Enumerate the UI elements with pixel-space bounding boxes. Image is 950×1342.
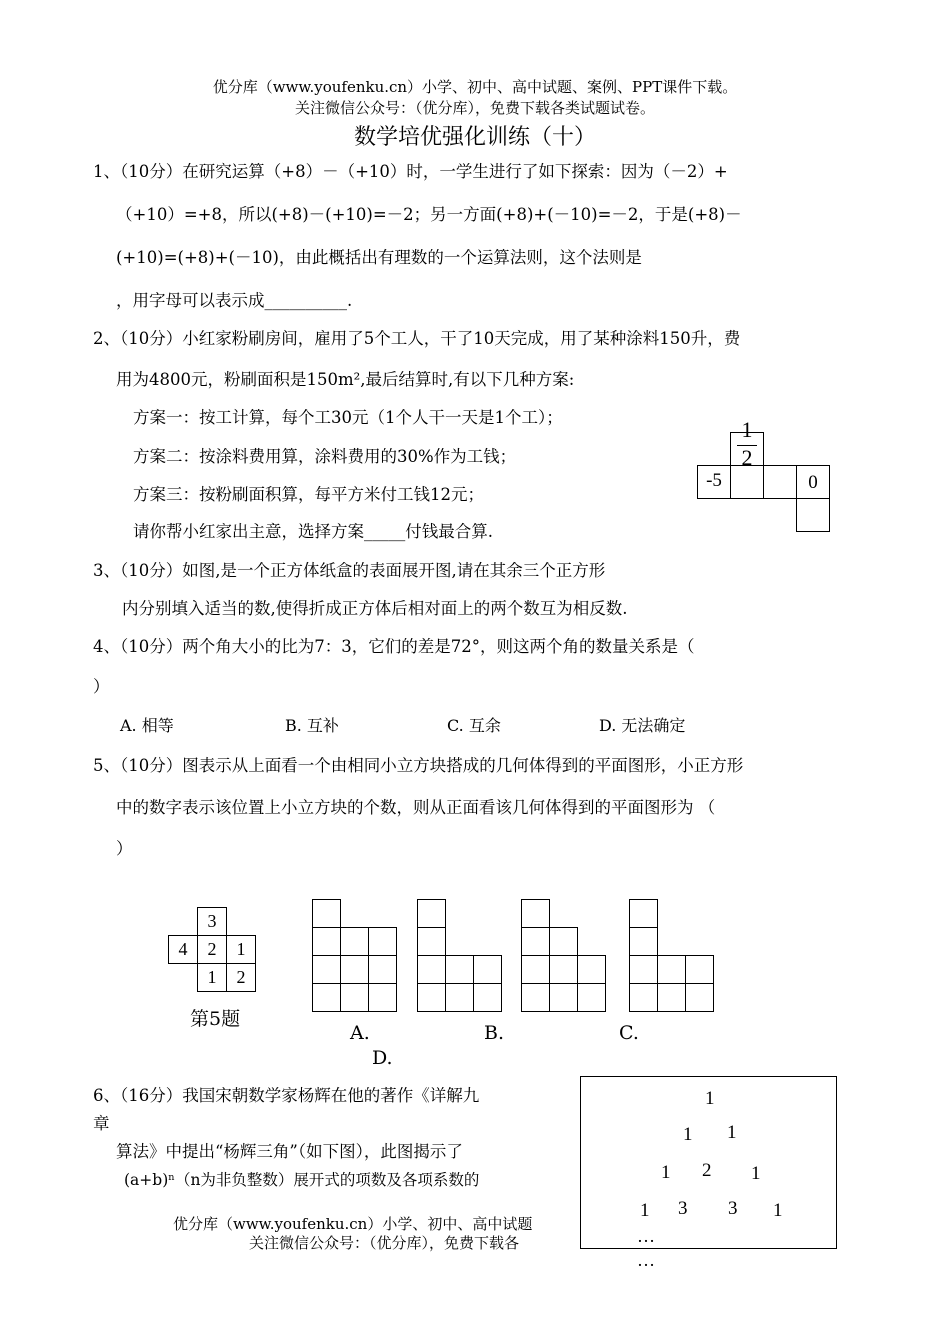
triangle-number: 1 [661, 1162, 671, 1183]
q3-line-2: 内分别填入适当的数,使得折成正方体后相对面上的两个数互为相反数. [122, 599, 628, 618]
grid-cell: 1 [226, 935, 256, 964]
triangle-number: 2 [702, 1160, 712, 1181]
triangle-ellipsis: … [637, 1226, 655, 1246]
cube-square [312, 899, 341, 928]
triangle-number: 1 [773, 1200, 783, 1221]
q1-line-4: ，用字母可以表示成__________. [116, 291, 353, 310]
footer-line-2: 关注微信公众号：（优分库），免费下载各 [249, 1234, 520, 1252]
cube-square [445, 955, 474, 984]
cube-square [312, 955, 341, 984]
cube-square [629, 927, 658, 956]
footer-line-1: 优分库（www.youfenku.cn）小学、初中、高中试题 [173, 1215, 533, 1233]
net-value-right: 0 [808, 472, 818, 493]
option-b-label: B. [484, 1022, 505, 1044]
cube-square [368, 955, 397, 984]
cube-square [340, 927, 369, 956]
cube-square [445, 983, 474, 1012]
q4-option-d: D. 无法确定 [599, 716, 686, 735]
q5-figure-caption: 第5题 [190, 1008, 241, 1030]
cube-square [521, 899, 550, 928]
option-a-label: A. [350, 1022, 370, 1044]
cube-square [549, 927, 578, 956]
q6-line-2: 算法》中提出“杨辉三角”（如下图），此图揭示了 [116, 1142, 463, 1161]
q2-question: 请你帮小红家出主意，选择方案_____付钱最合算. [133, 522, 493, 541]
triangle-ellipsis: … [637, 1250, 655, 1270]
cube-square [629, 955, 658, 984]
cube-square [629, 983, 658, 1012]
grid-cell: 2 [197, 935, 227, 964]
q1-line-3: (+10)=(+8)+(－10)，由此概括出有理数的一个运算法则，这个法则是 [116, 248, 642, 267]
q6-line-1: 6、（16分）我国宋朝数学家杨辉在他的著作《详解九 [93, 1086, 480, 1105]
triangle-number: 1 [705, 1088, 715, 1109]
grid-cell: 2 [226, 963, 256, 992]
triangle-number: 1 [683, 1124, 693, 1145]
q4-line-2: ） [93, 677, 110, 696]
cube-square [417, 983, 446, 1012]
page-title: 数学培优强化训练（十） [353, 125, 596, 150]
net-cell-bottom [796, 498, 830, 532]
net-fraction-numerator: 1 [741, 417, 753, 442]
cube-square [417, 955, 446, 984]
cube-square [473, 955, 502, 984]
triangle-number: 3 [678, 1198, 688, 1219]
cube-square [549, 955, 578, 984]
cube-square [368, 983, 397, 1012]
cube-square [657, 983, 686, 1012]
triangle-number: 1 [727, 1122, 737, 1143]
q1-line-2: （+10）=+8，所以(+8)－(+10)=－2；另一方面(+8)+(－10)=－2，于是(+8)－ [116, 205, 742, 224]
q6-line-1b: 章 [93, 1114, 110, 1133]
q4-line-1: 4、（10分）两个角大小的比为7：3，它们的差是72°，则这两个角的数量关系是（ [93, 637, 695, 656]
cube-square [368, 927, 397, 956]
net-cell-mid [730, 465, 764, 499]
cube-square [312, 927, 341, 956]
cube-square [521, 927, 550, 956]
grid-cell: 3 [197, 907, 227, 936]
cube-square [417, 899, 446, 928]
q1-line-1: 1、（10分）在研究运算（+8）－（+10）时，一学生进行了如下探索：因为（－2）+ [93, 162, 728, 181]
triangle-number: 1 [751, 1163, 761, 1184]
cube-square [340, 983, 369, 1012]
q2-plan-3: 方案三：按粉刷面积算，每平方米付工钱12元； [133, 485, 484, 504]
grid-cell: 4 [168, 935, 198, 964]
q5-line-1: 5、（10分）图表示从上面看一个由相同小立方块搭成的几何体得到的平面图形，小正方形 [93, 756, 744, 775]
q2-line-2: 用为4800元，粉刷面积是150m²,最后结算时,有以下几种方案: [116, 370, 575, 389]
cube-square [473, 983, 502, 1012]
q6-line-3: (a+b)ⁿ（n为非负整数）展开式的项数及各项系数的 [124, 1171, 480, 1189]
net-fraction-denominator: 2 [741, 445, 753, 470]
cube-square [657, 955, 686, 984]
q2-plan-2: 方案二：按涂料费用算，涂料费用的30%作为工钱； [133, 447, 517, 466]
q3-line-1: 3、（10分）如图,是一个正方体纸盒的表面展开图,请在其余三个正方形 [93, 561, 606, 580]
q5-line-2: 中的数字表示该位置上小立方块的个数，则从正面看该几何体得到的平面图形为 （ [116, 798, 716, 817]
q2-plan-1: 方案一：按工计算，每个工30元（1个人干一天是1个工）； [133, 408, 563, 427]
q4-option-a: A. 相等 [120, 716, 174, 735]
cube-square [417, 927, 446, 956]
q4-option-c: C. 互余 [447, 716, 501, 735]
cube-square [577, 983, 606, 1012]
cube-square [312, 983, 341, 1012]
header-line-1: 优分库（www.youfenku.cn）小学、初中、高中试题、案例、PPT课件下载。 [212, 78, 738, 96]
grid-cell: 1 [197, 963, 227, 992]
cube-square [340, 955, 369, 984]
q2-line-1: 2、（10分）小红家粉刷房间，雇用了5个工人，干了10天完成，用了某种涂料150升，费 [93, 329, 741, 348]
cube-square [521, 955, 550, 984]
triangle-number: 3 [728, 1198, 738, 1219]
cube-square [685, 983, 714, 1012]
cube-square [521, 983, 550, 1012]
cube-square [685, 955, 714, 984]
q4-option-b: B. 互补 [285, 716, 339, 735]
option-c-label: C. [619, 1022, 639, 1044]
net-cell-mid-right [763, 465, 797, 499]
option-d-label: D. [372, 1047, 393, 1069]
cube-square [629, 899, 658, 928]
triangle-number: 1 [640, 1200, 650, 1221]
header-line-2: 关注微信公众号：（优分库），免费下载各类试题试卷。 [294, 99, 655, 117]
cube-square [577, 955, 606, 984]
q5-line-3: ） [116, 839, 133, 858]
net-value-left: -5 [706, 470, 722, 491]
cube-square [549, 983, 578, 1012]
